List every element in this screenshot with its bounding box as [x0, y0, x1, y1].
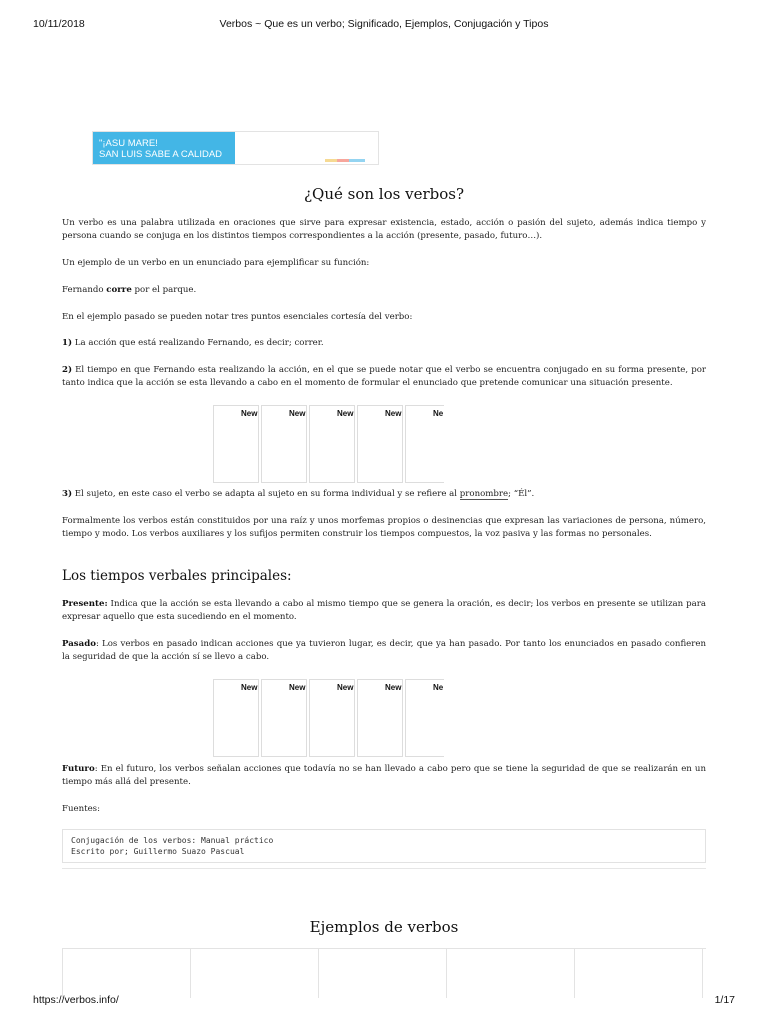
point-3-text: El sujeto, en este caso el verbo se adapta al sujeto en su forma individual y se refiere al: [72, 489, 460, 499]
related-tile-label: New: [289, 683, 306, 692]
related-tile-label: New: [241, 683, 258, 692]
related-tile-label: New: [289, 409, 306, 418]
related-tile[interactable]: [261, 679, 307, 757]
related-tile-label: New: [385, 409, 402, 418]
related-tile[interactable]: [309, 405, 355, 483]
ad-decoration: [325, 159, 365, 162]
related-tile-label: New: [385, 683, 402, 692]
related-tile[interactable]: [213, 405, 259, 483]
related-tile[interactable]: [405, 679, 444, 757]
point-3-end: ; “Él”.: [508, 489, 535, 499]
paragraph-futuro: [62, 763, 706, 790]
point-1-text: La acción que está realizando Fernando, es decir; correr.: [72, 338, 324, 348]
source-line-1: Conjugación de los verbos: Manual práctico: [71, 836, 274, 845]
related-tile[interactable]: [405, 405, 444, 483]
source-line-2: Escrito por; Guillermo Suazo Pascual: [71, 846, 245, 856]
heading-que-son-los-verbos: ¿Qué son los verbos?: [304, 185, 464, 203]
paragraph-pasado: [62, 638, 706, 665]
futuro-label: Futuro: [62, 764, 95, 774]
ad-banner[interactable]: [92, 131, 379, 165]
paragraph-formal-definition: Formalmente los verbos están constituidos por una raíz y unos morfemas propios o desinencias que expresan las variaciones de persona, número, tiempo y modo. Los verbos auxiliares y los sufijos permiten construir los tiempos compuestos, la voz pasiva y las formas no personales.: [62, 516, 706, 540]
point-1: [62, 337, 706, 350]
examples-grid-cell[interactable]: [447, 949, 575, 998]
related-tile-label: Ne: [433, 683, 444, 692]
print-page-number: 1/17: [714, 994, 735, 1006]
point-2: [62, 364, 706, 391]
paragraph-definition: Un verbo es una palabra utilizada en oraciones que sirve para expresar existencia, estado, acción o pasión del sujeto, además indica tiempo y persona cuando se conjuga en los distintos tiempos correspondientes a la acción (presente, pasado, futuro…).: [62, 218, 706, 242]
examples-grid-cell[interactable]: [575, 949, 703, 998]
examples-grid: [62, 948, 706, 998]
point-1-number: 1): [62, 338, 73, 348]
print-url: https://verbos.info/: [33, 994, 119, 1006]
paragraph-example-intro: Un ejemplo de un verbo en un enunciado para ejemplificar su función:: [62, 258, 370, 268]
paragraph-fuentes: Fuentes:: [62, 804, 100, 814]
print-page-title: Verbos ~ Que es un verbo; Significado, Ejemplos, Conjugación y Tipos: [219, 18, 549, 30]
pasado-label: Pasado: [62, 639, 96, 649]
ad-banner-text[interactable]: [93, 132, 235, 164]
related-tile-label: New: [241, 409, 258, 418]
print-date: 10/11/2018: [33, 18, 85, 30]
futuro-text: : En el futuro, los verbos señalan acciones que todavía no se han llevado a cabo pero que se tiene la seguridad de que se realizarán en un tiempo más allá del presente.: [62, 764, 706, 788]
paragraph-presente: [62, 598, 706, 625]
related-tile-label: Ne: [433, 409, 444, 418]
paragraph-example-sentence: [62, 284, 706, 297]
example-verb: corre: [106, 285, 132, 295]
related-tile-label: New: [337, 409, 354, 418]
related-tile[interactable]: [309, 679, 355, 757]
print-footer: [33, 994, 735, 1008]
related-tile[interactable]: [357, 679, 403, 757]
related-tile[interactable]: [357, 405, 403, 483]
point-2-text: El tiempo en que Fernando esta realizando la acción, en el que se puede notar que el verbo se encuentra conjugado en su forma presente, por tanto indica que la acción se esta llevando a cabo en el momento de formular el enunciado que pretende comunicar una situación presente.: [62, 365, 706, 389]
paragraph-three-points: En el ejemplo pasado se pueden notar tres puntos esenciales cortesía del verbo:: [62, 312, 413, 322]
sources-code-block: [62, 829, 706, 863]
related-tiles-2: [213, 679, 444, 758]
related-tile-label: New: [337, 683, 354, 692]
point-2-number: 2): [62, 365, 73, 375]
ad-line-1: "¡ASU MARE!: [99, 138, 158, 149]
section-divider: [62, 868, 706, 869]
pronombre-link[interactable]: pronombre: [459, 489, 509, 499]
presente-text: Indica que la acción se esta llevando a cabo al mismo tiempo que se genera la oración, es decir; los verbos en presente se utilizan para expresar aquello que esta sucediendo en el momento.: [62, 599, 706, 623]
point-3-number: 3): [62, 489, 73, 499]
examples-grid-cell[interactable]: [191, 949, 319, 998]
print-header: [33, 18, 735, 32]
examples-grid-cell[interactable]: [319, 949, 447, 998]
example-text-end: por el parque.: [131, 285, 197, 295]
related-tiles-1: [213, 405, 444, 484]
examples-grid-cell[interactable]: [63, 949, 191, 998]
point-3: [62, 488, 706, 501]
heading-tiempos-verbales: Los tiempos verbales principales:: [62, 568, 292, 584]
pasado-text: : Los verbos en pasado indican acciones que ya tuvieron lugar, es decir, que ya han pasado. Por tanto los enunciados en pasado confieren la seguridad de que la acción sí se llevo a cabo.: [62, 639, 706, 663]
related-tile[interactable]: [213, 679, 259, 757]
ad-line-2: SAN LUIS SABE A CALIDAD: [99, 149, 223, 160]
heading-ejemplos-de-verbos: Ejemplos de verbos: [309, 918, 459, 936]
related-tile[interactable]: [261, 405, 307, 483]
presente-label: Presente:: [62, 599, 108, 609]
example-text-start: Fernando: [62, 285, 107, 295]
